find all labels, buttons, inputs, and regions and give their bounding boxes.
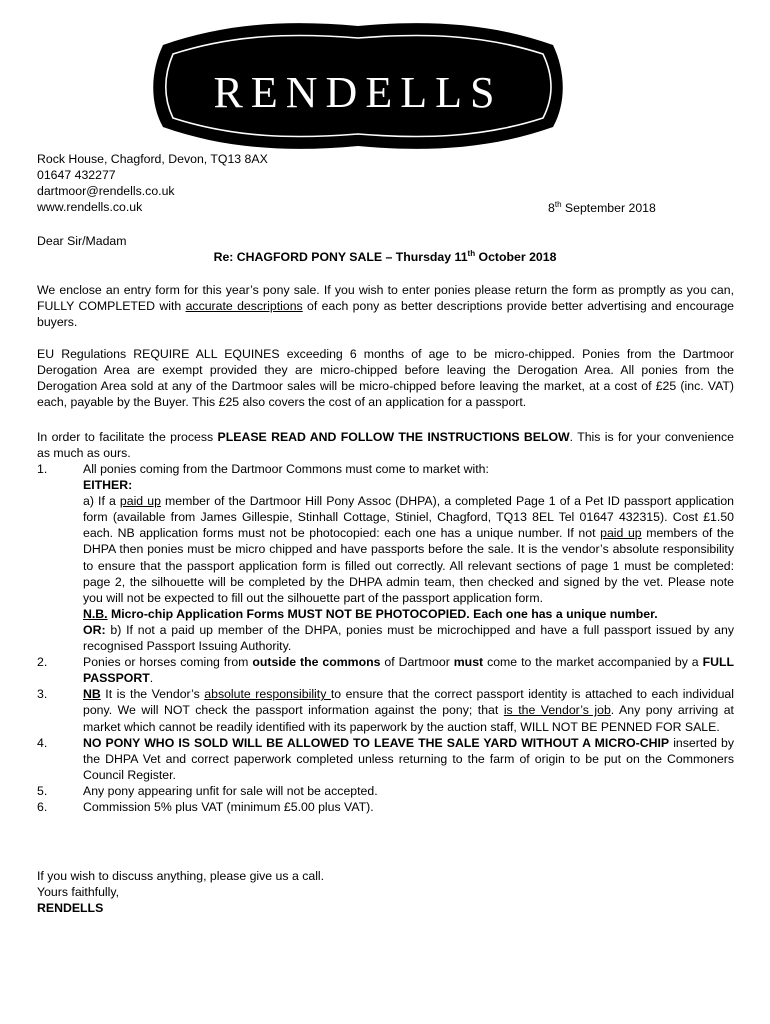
closing-line: If you wish to discuss anything, please give us a call.	[37, 869, 325, 883]
list-item: 2. Ponies or horses coming from outside the commons of Dartmoor must come to the market accompanied by a FULL PASSPORT.	[37, 655, 734, 686]
closing-block	[37, 868, 324, 916]
list-number: 6.	[37, 799, 48, 814]
list-number: 2.	[37, 655, 48, 670]
greeting: Dear Sir/Madam	[37, 234, 127, 248]
list-item: 3. NB It is the Vendor’s absolute responsibility to ensure that the correct passport identity is attached to each individual pony. We will NOT check the passport information against the pony; that is the Vendor’s job. Any pony arriving at market which cannot be readily identified with its paperwork by the auction staff, WILL NOT BE PENNED FOR SALE.	[37, 687, 734, 734]
list-item: 1. All ponies coming from the Dartmoor Commons must come to market with: EITHER: a) If a paid up member of the Dartmoor Hill Pony Assoc (DHPA), a completed Page 1 of a Pet ID passport application form (available from James Gillespie, Stinhall Cottage, Stiniel, Chagford, TQ13 8EL Tel 01647 432315). Cost £1.50 each. NB application forms must not be photocopied: each one has a unique number. If not paid up members of the DHPA then ponies must be micro chipped and have passports before the sale. It is the vendor’s absolute responsibility to ensure that the passport application form is filled out correctly. All relevant sections of page 1 must be completed: page 2, the silhouette will be completed by the DHPA admin team, then checked and signed by the vet. Please note you will not be expected to fill out the silhouette part of the passport application form. N.B. Micro-chip Application Forms MUST NOT BE PHOTOCOPIED. Each one has a unique number. OR: b) If not a paid up member of the DHPA, ponies must be microchipped and have a full passport issued by any recognised Passport Issuing Authority.	[37, 462, 735, 654]
rendells-logo	[143, 20, 573, 152]
letter-date: 8th September 2018	[548, 199, 656, 215]
sign-off: Yours faithfully,	[37, 885, 120, 900]
list-number: 5.	[37, 783, 48, 798]
list-item: 4. NO PONY WHO IS SOLD WILL BE ALLOWED TO LEAVE THE SALE YARD WITHOUT A MICRO-CHIP inserted by the DHPA Vet and correct paperwork completed unless returning to the farm of origin to be put on the Commoners Council Register.	[37, 735, 734, 782]
phone-number: 01647 432277	[37, 168, 116, 183]
address-line: Rock House, Chagford, Devon, TQ13 8AX	[37, 152, 268, 166]
address-block	[37, 151, 268, 215]
instructions-list	[37, 461, 734, 815]
intro-paragraph: We enclose an entry form for this year’s pony sale. If you wish to enter ponies please return the form as promptly as you can, FULLY COMPLETED with accurate descriptions of each pony as better descriptions provide better advertising and encourage buyers.	[37, 283, 735, 330]
subject-line: Re: CHAGFORD PONY SALE – Thursday 11th October 2018	[213, 248, 557, 264]
instructions-paragraph: In order to facilitate the process PLEASE READ AND FOLLOW THE INSTRUCTIONS BELOW. This is for your convenience as much as ours.	[37, 430, 734, 461]
signature: RENDELLS	[37, 901, 104, 916]
website-address: www.rendells.co.uk	[37, 200, 143, 215]
list-number: 4.	[37, 735, 48, 750]
list-number: 1.	[37, 462, 48, 476]
list-item: 5. Any pony appearing unfit for sale will not be accepted.	[37, 783, 378, 798]
list-number: 3.	[37, 687, 48, 702]
email-address: dartmoor@rendells.co.uk	[37, 184, 175, 199]
logo-text: RENDELLS	[213, 68, 503, 117]
eu-regulations-paragraph: EU Regulations REQUIRE ALL EQUINES exceeding 6 months of age to be micro-chipped. Ponies from the Dartmoor Derogation Area are exempt provided they are micro-chipped before leaving the Derogation Area. All ponies from the Derogation Area sold at any of the Dartmoor sales will be micro-chipped before leaving the market, at a cost of £25 (inc. VAT) each, payable by the Buyer. This £25 also covers the cost of an application for a passport.	[37, 347, 734, 410]
list-item: 6. Commission 5% plus VAT (minimum £5.00 plus VAT).	[37, 799, 374, 814]
